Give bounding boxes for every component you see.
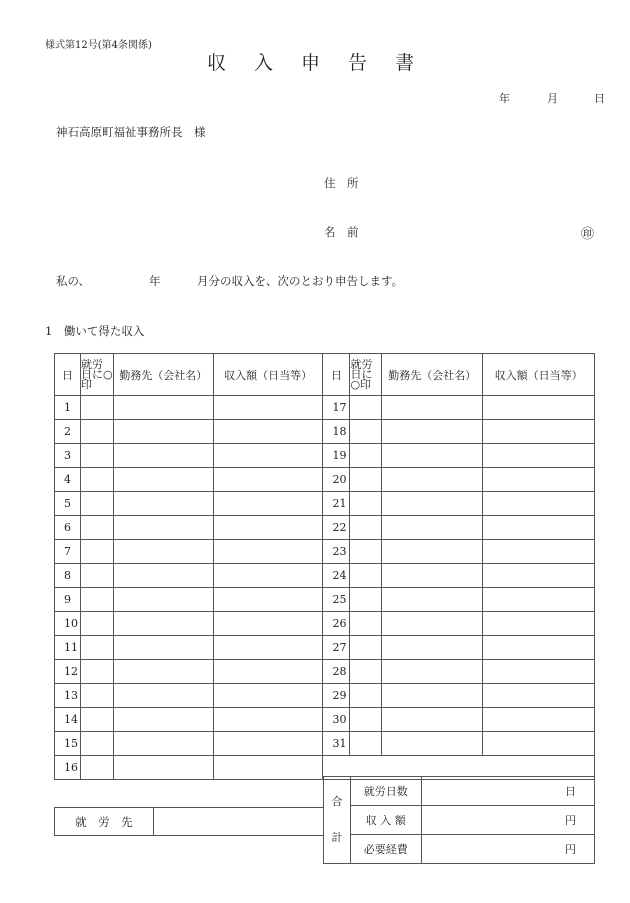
income-cell[interactable] (483, 588, 595, 612)
worked-mark-cell[interactable] (80, 612, 113, 636)
day-number: 3 (55, 444, 81, 468)
header-day: 日 (55, 354, 81, 396)
address-label: 住 所 (324, 176, 359, 190)
worked-mark-cell[interactable] (80, 636, 113, 660)
employer-cell[interactable] (382, 468, 483, 492)
income-cell[interactable] (213, 660, 323, 684)
section-title: 1 働いて得た収入 (45, 324, 145, 338)
employer-cell[interactable] (382, 684, 483, 708)
title-char: 書 (395, 52, 416, 74)
worked-mark-cell[interactable] (80, 540, 113, 564)
income-cell[interactable] (213, 540, 323, 564)
worked-mark-cell[interactable] (80, 756, 113, 780)
income-cell[interactable] (213, 612, 323, 636)
day-number: 24 (323, 564, 350, 588)
daily-income-table (54, 353, 595, 780)
worked-mark-cell[interactable] (350, 660, 382, 684)
income-cell[interactable] (483, 420, 595, 444)
table-row (55, 588, 595, 612)
worked-mark-cell[interactable] (80, 420, 113, 444)
table-row (55, 612, 595, 636)
worked-mark-cell[interactable] (350, 396, 382, 420)
seal-mark: ㊞ (581, 227, 595, 242)
day-number: 11 (55, 636, 81, 660)
date-year-label: 年 (499, 92, 510, 105)
worked-mark-cell[interactable] (350, 684, 382, 708)
day-number: 12 (55, 660, 81, 684)
employer-cell[interactable] (382, 564, 483, 588)
table-header-row (55, 354, 595, 396)
worked-mark-cell[interactable] (350, 636, 382, 660)
table-row (55, 636, 595, 660)
worked-mark-cell[interactable] (350, 444, 382, 468)
day-number: 21 (323, 492, 350, 516)
worked-mark-cell[interactable] (350, 516, 382, 540)
header-worked: 就労日に○印 (350, 354, 382, 396)
employer-cell[interactable] (113, 564, 213, 588)
summary-label-bottom: 計 (331, 831, 343, 844)
title-char: 申 (301, 52, 322, 74)
table-row (55, 396, 595, 420)
worked-mark-cell[interactable] (80, 732, 113, 756)
day-number: 17 (323, 396, 350, 420)
worked-mark-cell[interactable] (80, 516, 113, 540)
summary-label (324, 777, 351, 864)
table-row (55, 420, 595, 444)
income-cell[interactable] (213, 468, 323, 492)
day-number: 1 (55, 396, 81, 420)
income-cell[interactable] (483, 396, 595, 420)
worked-mark-cell[interactable] (80, 492, 113, 516)
table-row (55, 684, 595, 708)
day-number: 15 (55, 732, 81, 756)
income-cell[interactable] (483, 660, 595, 684)
worked-mark-cell[interactable] (350, 708, 382, 732)
summary-label-top: 合 (331, 795, 343, 808)
income-cell[interactable] (213, 516, 323, 540)
day-number: 31 (323, 732, 350, 756)
worked-mark-cell[interactable] (80, 468, 113, 492)
day-number: 14 (55, 708, 81, 732)
income-cell[interactable] (213, 588, 323, 612)
employer-cell[interactable] (382, 732, 483, 756)
table-row (55, 708, 595, 732)
workplace-field[interactable] (153, 808, 323, 836)
day-number: 25 (323, 588, 350, 612)
statement (56, 273, 90, 289)
income-cell[interactable] (483, 684, 595, 708)
table-row (55, 732, 595, 756)
employer-cell[interactable] (382, 444, 483, 468)
header-day: 日 (323, 354, 350, 396)
employer-cell[interactable] (382, 612, 483, 636)
worked-mark-cell[interactable] (350, 492, 382, 516)
income-cell[interactable] (483, 492, 595, 516)
employer-cell[interactable] (113, 636, 213, 660)
worked-mark-cell[interactable] (350, 588, 382, 612)
day-number: 29 (323, 684, 350, 708)
employer-cell[interactable] (113, 396, 213, 420)
day-number: 23 (323, 540, 350, 564)
worked-mark-cell[interactable] (80, 684, 113, 708)
employer-cell[interactable] (113, 612, 213, 636)
worked-mark-cell[interactable] (350, 732, 382, 756)
title-char: 告 (348, 52, 369, 74)
worked-mark-cell[interactable] (80, 588, 113, 612)
day-number: 20 (323, 468, 350, 492)
worked-mark-cell[interactable] (350, 468, 382, 492)
worked-mark-cell[interactable] (350, 564, 382, 588)
employer-cell[interactable] (113, 756, 213, 780)
worked-mark-cell[interactable] (80, 660, 113, 684)
header-employer: 勤務先（会社名） (382, 354, 483, 396)
table-row (55, 660, 595, 684)
workplace-label: 就 労 先 (55, 808, 154, 836)
worked-mark-cell[interactable] (350, 612, 382, 636)
income-cell[interactable] (483, 564, 595, 588)
day-number: 7 (55, 540, 81, 564)
employer-cell[interactable] (382, 636, 483, 660)
employer-cell[interactable] (382, 492, 483, 516)
income-cell[interactable] (483, 516, 595, 540)
income-cell[interactable] (213, 684, 323, 708)
income-cell[interactable] (213, 420, 323, 444)
employer-cell[interactable] (382, 660, 483, 684)
summary-row-value[interactable]: 円 (421, 835, 594, 864)
summary-row (324, 806, 595, 835)
day-number: 26 (323, 612, 350, 636)
day-number: 27 (323, 636, 350, 660)
table-row (55, 492, 595, 516)
table-row (55, 540, 595, 564)
header-income: 収入額（日当等） (213, 354, 323, 396)
employer-cell[interactable] (113, 492, 213, 516)
income-cell[interactable] (483, 708, 595, 732)
day-number: 4 (55, 468, 81, 492)
day-number: 6 (55, 516, 81, 540)
day-number: 19 (323, 444, 350, 468)
employer-cell[interactable] (113, 444, 213, 468)
header-income: 収入額（日当等） (483, 354, 595, 396)
employer-cell[interactable] (382, 516, 483, 540)
summary-table (323, 776, 595, 864)
day-number: 5 (55, 492, 81, 516)
income-cell[interactable] (213, 756, 323, 780)
day-number: 10 (55, 612, 81, 636)
summary-row-value[interactable]: 円 (421, 806, 594, 835)
income-cell[interactable] (213, 732, 323, 756)
employer-cell[interactable] (382, 588, 483, 612)
day-number: 30 (323, 708, 350, 732)
day-number: 8 (55, 564, 81, 588)
summary-row-label: 収 入 額 (350, 806, 421, 835)
summary-row (324, 777, 595, 806)
day-number: 18 (323, 420, 350, 444)
employer-cell[interactable] (113, 684, 213, 708)
income-cell[interactable] (483, 612, 595, 636)
income-cell[interactable] (483, 444, 595, 468)
employer-cell[interactable] (113, 468, 213, 492)
employer-cell[interactable] (382, 396, 483, 420)
name-label: 名 前 (324, 225, 359, 239)
header-worked: 就労日に○印 (80, 354, 113, 396)
income-cell[interactable] (483, 732, 595, 756)
statement-part2: 月分の収入を、次のとおり申告します。 (197, 274, 404, 288)
employer-cell[interactable] (382, 540, 483, 564)
worked-mark-cell[interactable] (80, 564, 113, 588)
page-title (207, 48, 442, 75)
worked-mark-cell[interactable] (350, 420, 382, 444)
title-char: 収 (207, 52, 228, 74)
date-month-label: 月 (547, 92, 558, 105)
employer-cell[interactable] (382, 708, 483, 732)
table-row (55, 468, 595, 492)
table-row (55, 444, 595, 468)
employer-cell[interactable] (113, 732, 213, 756)
worked-mark-cell[interactable] (80, 444, 113, 468)
income-cell[interactable] (213, 444, 323, 468)
income-cell[interactable] (213, 708, 323, 732)
day-number: 28 (323, 660, 350, 684)
day-number: 13 (55, 684, 81, 708)
employer-cell[interactable] (113, 540, 213, 564)
employer-cell[interactable] (113, 708, 213, 732)
table-row (55, 564, 595, 588)
summary-row-label: 必要経費 (350, 835, 421, 864)
worked-mark-cell[interactable] (350, 540, 382, 564)
income-cell[interactable] (213, 564, 323, 588)
day-number: 16 (55, 756, 81, 780)
summary-row (324, 835, 595, 864)
employer-cell[interactable] (113, 660, 213, 684)
day-number: 2 (55, 420, 81, 444)
income-cell[interactable] (483, 636, 595, 660)
worked-mark-cell[interactable] (80, 708, 113, 732)
title-char: 入 (254, 52, 275, 74)
header-employer: 勤務先（会社名） (113, 354, 213, 396)
workplace-table (54, 807, 324, 836)
addressee: 神石高原町福祉事務所長 様 (56, 125, 206, 139)
statement-year: 年 (149, 274, 161, 288)
summary-row-label: 就労日数 (350, 777, 421, 806)
worked-mark-cell[interactable] (80, 396, 113, 420)
employer-cell[interactable] (113, 588, 213, 612)
table-row (55, 516, 595, 540)
income-cell[interactable] (213, 396, 323, 420)
income-cell[interactable] (213, 636, 323, 660)
statement-part1: 私の、 (56, 274, 91, 288)
summary-row-value[interactable]: 日 (421, 777, 594, 806)
day-number: 22 (323, 516, 350, 540)
income-cell[interactable] (483, 540, 595, 564)
date-day-label: 日 (594, 92, 605, 105)
income-cell[interactable] (483, 468, 595, 492)
income-cell[interactable] (213, 492, 323, 516)
day-number: 9 (55, 588, 81, 612)
form-number: 様式第12号(第4条関係) (45, 40, 152, 51)
employer-cell[interactable] (113, 516, 213, 540)
employer-cell[interactable] (382, 420, 483, 444)
employer-cell[interactable] (113, 420, 213, 444)
